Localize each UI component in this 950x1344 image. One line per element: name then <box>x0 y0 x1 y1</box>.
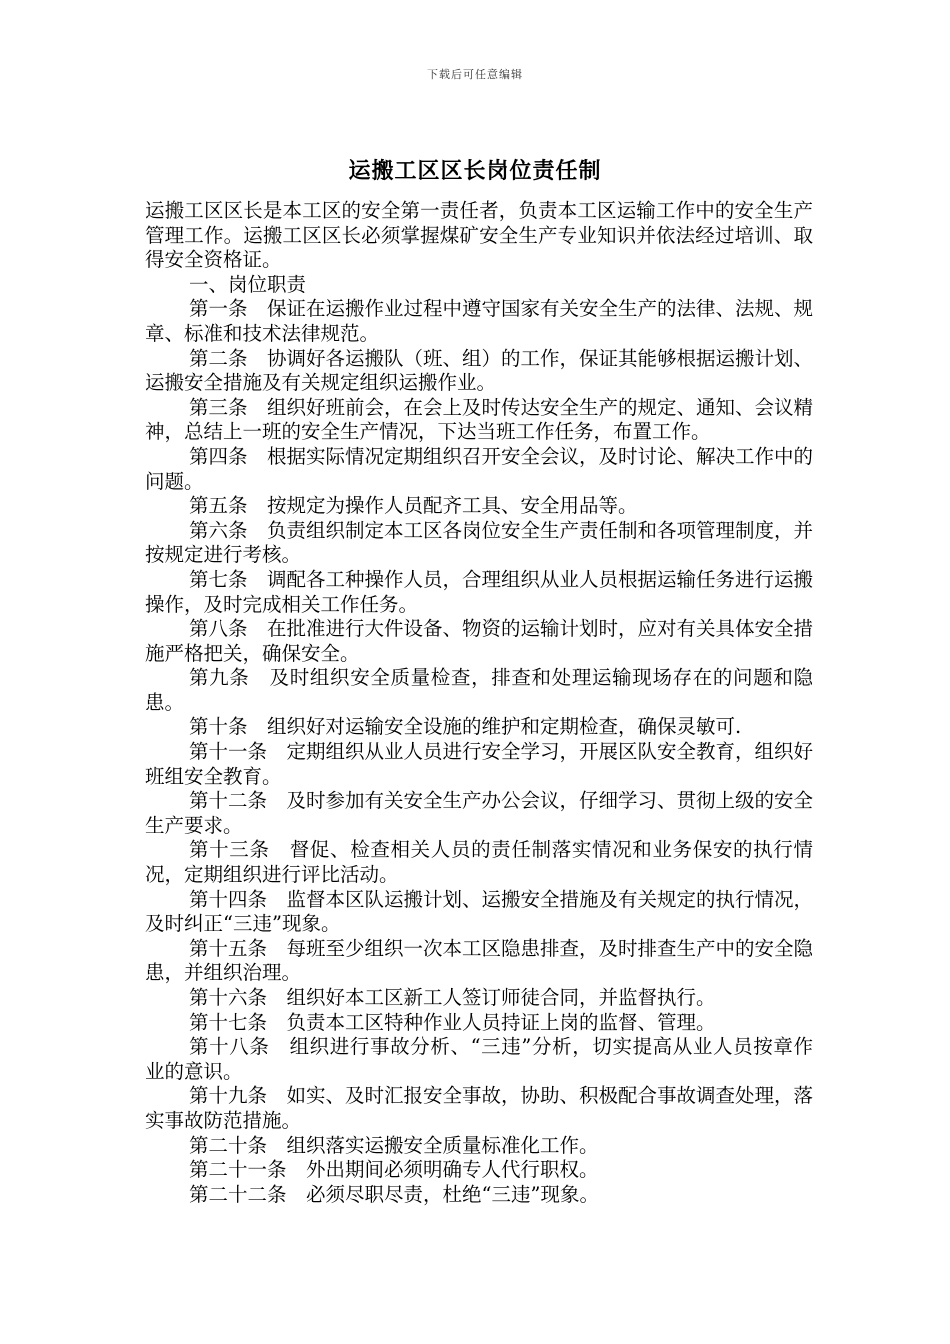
article-20: 第二十条 组织落实运搬安全质量标准化工作。 <box>189 1133 599 1157</box>
intro-paragraph: 运搬工区区长是本工区的安全第一责任者，负责本工区运输工作中的安全生产管理工作。运搬工区区长必须掌握煤矿安全生产专业知识并依法经过培训、取得安全资格证。 <box>145 199 813 272</box>
article-5: 第五条 按规定为操作人员配齐工具、安全用品等。 <box>189 494 638 518</box>
article-14: 第十四条 监督本区队运搬计划、运搬安全措施及有关规定的执行情况，及时纠正“三违”现象。 <box>145 887 814 936</box>
article-8: 第八条 在批准进行大件设备、物资的运输计划时，应对有关具体安全措施严格把关，确保安全。 <box>145 617 814 665</box>
article-22: 第二十二条 必须尽职尽责，杜绝“三违”现象。 <box>189 1182 599 1206</box>
article-6: 第六条 负责组织制定本工区各岗位安全生产责任制和各项管理制度，并按规定进行考核。 <box>145 518 814 567</box>
article-4: 第四条 根据实际情况定期组织召开安全会议，及时讨论、解决工作中的问题。 <box>145 444 814 493</box>
article-1: 第一条 保证在运搬作业过程中遵守国家有关安全生产的法律、法规、规章、标准和技术法律规范。 <box>145 297 814 345</box>
section-heading: 一、岗位职责 <box>189 272 307 296</box>
article-3: 第三条 组织好班前会，在会上及时传达安全生产的规定、通知、会议精神，总结上一班的安全生产情况，下达当班工作任务，布置工作。 <box>145 395 814 444</box>
page-header: 下载后可任意编辑 <box>427 68 523 81</box>
article-9: 第九条 及时组织安全质量检查，排查和处理运输现场存在的问题和隐患。 <box>145 666 813 714</box>
article-11: 第十一条 定期组织从业人员进行安全学习，开展区队安全教育，组织好班组安全教育。 <box>145 740 814 788</box>
article-17: 第十七条 负责本工区特种作业人员持证上岗的监督、管理。 <box>189 1010 716 1034</box>
document-title: 运搬工区区长岗位责任制 <box>348 159 602 184</box>
article-15: 第十五条 每班至少组织一次本工区隐患排查，及时排查生产中的安全隐患，并组织治理。 <box>145 936 814 985</box>
article-13: 第十三条 督促、检查相关人员的责任制落实情况和业务保安的执行情况，定期组织进行评比活动。 <box>145 838 813 887</box>
article-7: 第七条 调配各工种操作人员，合理组织从业人员根据运输任务进行运搬操作，及时完成相关工作任务。 <box>145 567 814 616</box>
article-19: 第十九条 如实、及时汇报安全事故，协助、积极配合事故调查处理，落实事故防范措施。 <box>145 1084 814 1132</box>
document-body <box>145 199 813 1207</box>
article-21: 第二十一条 外出期间必须明确专人代行职权。 <box>189 1158 599 1182</box>
article-16: 第十六条 组织好本工区新工人签订师徒合同，并监督执行。 <box>189 986 716 1009</box>
article-10: 第十条 组织好对运输安全设施的维护和定期检查，确保灵敏可. <box>189 715 742 739</box>
article-12: 第十二条 及时参加有关安全生产办公会议，仔细学习、贯彻上级的安全生产要求。 <box>145 789 814 837</box>
article-18: 第十八条 组织进行事故分析、“三违”分析，切实提高从业人员按章作业的意识。 <box>145 1035 813 1083</box>
article-2: 第二条 协调好各运搬队（班、组）的工作，保证其能够根据运搬计划、运搬安全措施及有关规定组织运搬作业。 <box>145 346 814 395</box>
